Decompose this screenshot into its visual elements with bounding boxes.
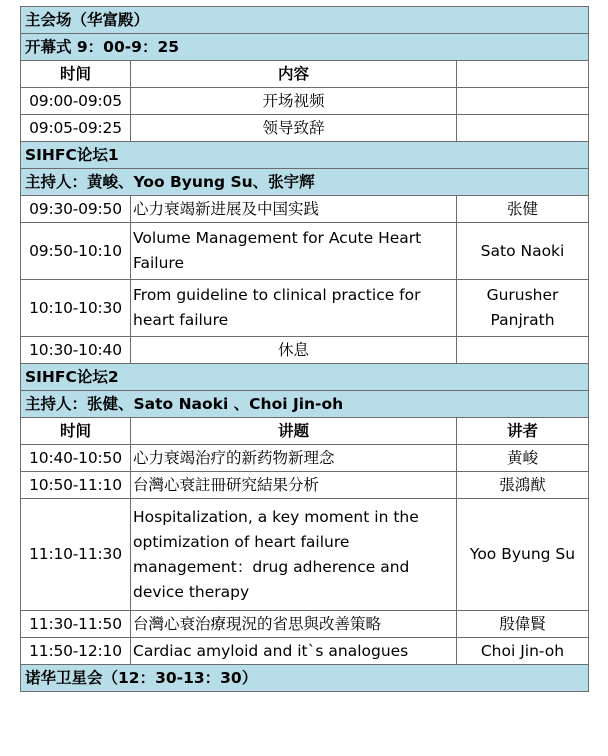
row-time: 11:50-12:10 bbox=[21, 638, 131, 665]
forum2-title: SIHFC论坛2 bbox=[21, 364, 589, 391]
row-time: 09:05-09:25 bbox=[21, 115, 131, 142]
table-row bbox=[21, 611, 589, 638]
forum2-hosts: 主持人：张健、Sato Naoki 、Choi Jin-oh bbox=[21, 391, 589, 418]
table-row bbox=[21, 337, 589, 364]
header-empty bbox=[457, 61, 589, 88]
section-satellite bbox=[21, 665, 589, 692]
row-time: 11:10-11:30 bbox=[21, 499, 131, 611]
table-row bbox=[21, 638, 589, 665]
table-row bbox=[21, 445, 589, 472]
row-topic: 休息 bbox=[131, 337, 457, 364]
header-topic: 讲题 bbox=[131, 418, 457, 445]
row-topic: Hospitalization, a key moment in the optimization of heart failure management：drug adherence and device therapy bbox=[131, 499, 457, 611]
row-time: 10:40-10:50 bbox=[21, 445, 131, 472]
row-speaker: Gurusher Panjrath bbox=[457, 280, 589, 337]
row-speaker: 张健 bbox=[457, 196, 589, 223]
header-speaker: 讲者 bbox=[457, 418, 589, 445]
row-speaker: Choi Jin-oh bbox=[457, 638, 589, 665]
row-speaker: Sato Naoki bbox=[457, 223, 589, 280]
table-row bbox=[21, 280, 589, 337]
row-speaker: 殷偉賢 bbox=[457, 611, 589, 638]
row-speaker bbox=[457, 115, 589, 142]
header-content: 内容 bbox=[131, 61, 457, 88]
row-speaker bbox=[457, 337, 589, 364]
row-topic: Cardiac amyloid and it`s analogues bbox=[131, 638, 457, 665]
row-topic: 心力衰竭治疗的新药物新理念 bbox=[131, 445, 457, 472]
section-main-hall bbox=[21, 7, 589, 34]
section-forum1-hosts bbox=[21, 169, 589, 196]
row-speaker bbox=[457, 88, 589, 115]
table-row bbox=[21, 88, 589, 115]
row-topic: 台灣心衰註冊研究結果分析 bbox=[131, 472, 457, 499]
table-row bbox=[21, 115, 589, 142]
row-time: 10:50-11:10 bbox=[21, 472, 131, 499]
section-forum2-hosts bbox=[21, 391, 589, 418]
opening-header-row bbox=[21, 61, 589, 88]
opening-title: 开幕式 9：00-9：25 bbox=[21, 34, 589, 61]
row-time: 10:10-10:30 bbox=[21, 280, 131, 337]
forum1-hosts: 主持人：黄峻、Yoo Byung Su、张宇辉 bbox=[21, 169, 589, 196]
row-topic: 开场视频 bbox=[131, 88, 457, 115]
row-time: 10:30-10:40 bbox=[21, 337, 131, 364]
table-row bbox=[21, 223, 589, 280]
row-speaker: Yoo Byung Su bbox=[457, 499, 589, 611]
row-topic: 台灣心衰治療現況的省思與改善策略 bbox=[131, 611, 457, 638]
row-time: 09:30-09:50 bbox=[21, 196, 131, 223]
header-time: 时间 bbox=[21, 418, 131, 445]
row-topic: 心力衰竭新进展及中国实践 bbox=[131, 196, 457, 223]
row-time: 11:30-11:50 bbox=[21, 611, 131, 638]
row-topic: Volume Management for Acute Heart Failure bbox=[131, 223, 457, 280]
forum1-title: SIHFC论坛1 bbox=[21, 142, 589, 169]
row-speaker: 黄峻 bbox=[457, 445, 589, 472]
main-hall-title: 主会场（华富殿） bbox=[21, 7, 589, 34]
row-topic: 领导致辞 bbox=[131, 115, 457, 142]
header-time: 时间 bbox=[21, 61, 131, 88]
section-opening bbox=[21, 34, 589, 61]
schedule-table bbox=[20, 6, 589, 692]
forum2-header-row bbox=[21, 418, 589, 445]
row-speaker: 張鴻猷 bbox=[457, 472, 589, 499]
table-row bbox=[21, 196, 589, 223]
row-time: 09:00-09:05 bbox=[21, 88, 131, 115]
section-forum1 bbox=[21, 142, 589, 169]
satellite-title: 诺华卫星会（12：30-13：30） bbox=[21, 665, 589, 692]
row-topic: From guideline to clinical practice for heart failure bbox=[131, 280, 457, 337]
section-forum2 bbox=[21, 364, 589, 391]
table-row bbox=[21, 472, 589, 499]
table-row bbox=[21, 499, 589, 611]
row-time: 09:50-10:10 bbox=[21, 223, 131, 280]
